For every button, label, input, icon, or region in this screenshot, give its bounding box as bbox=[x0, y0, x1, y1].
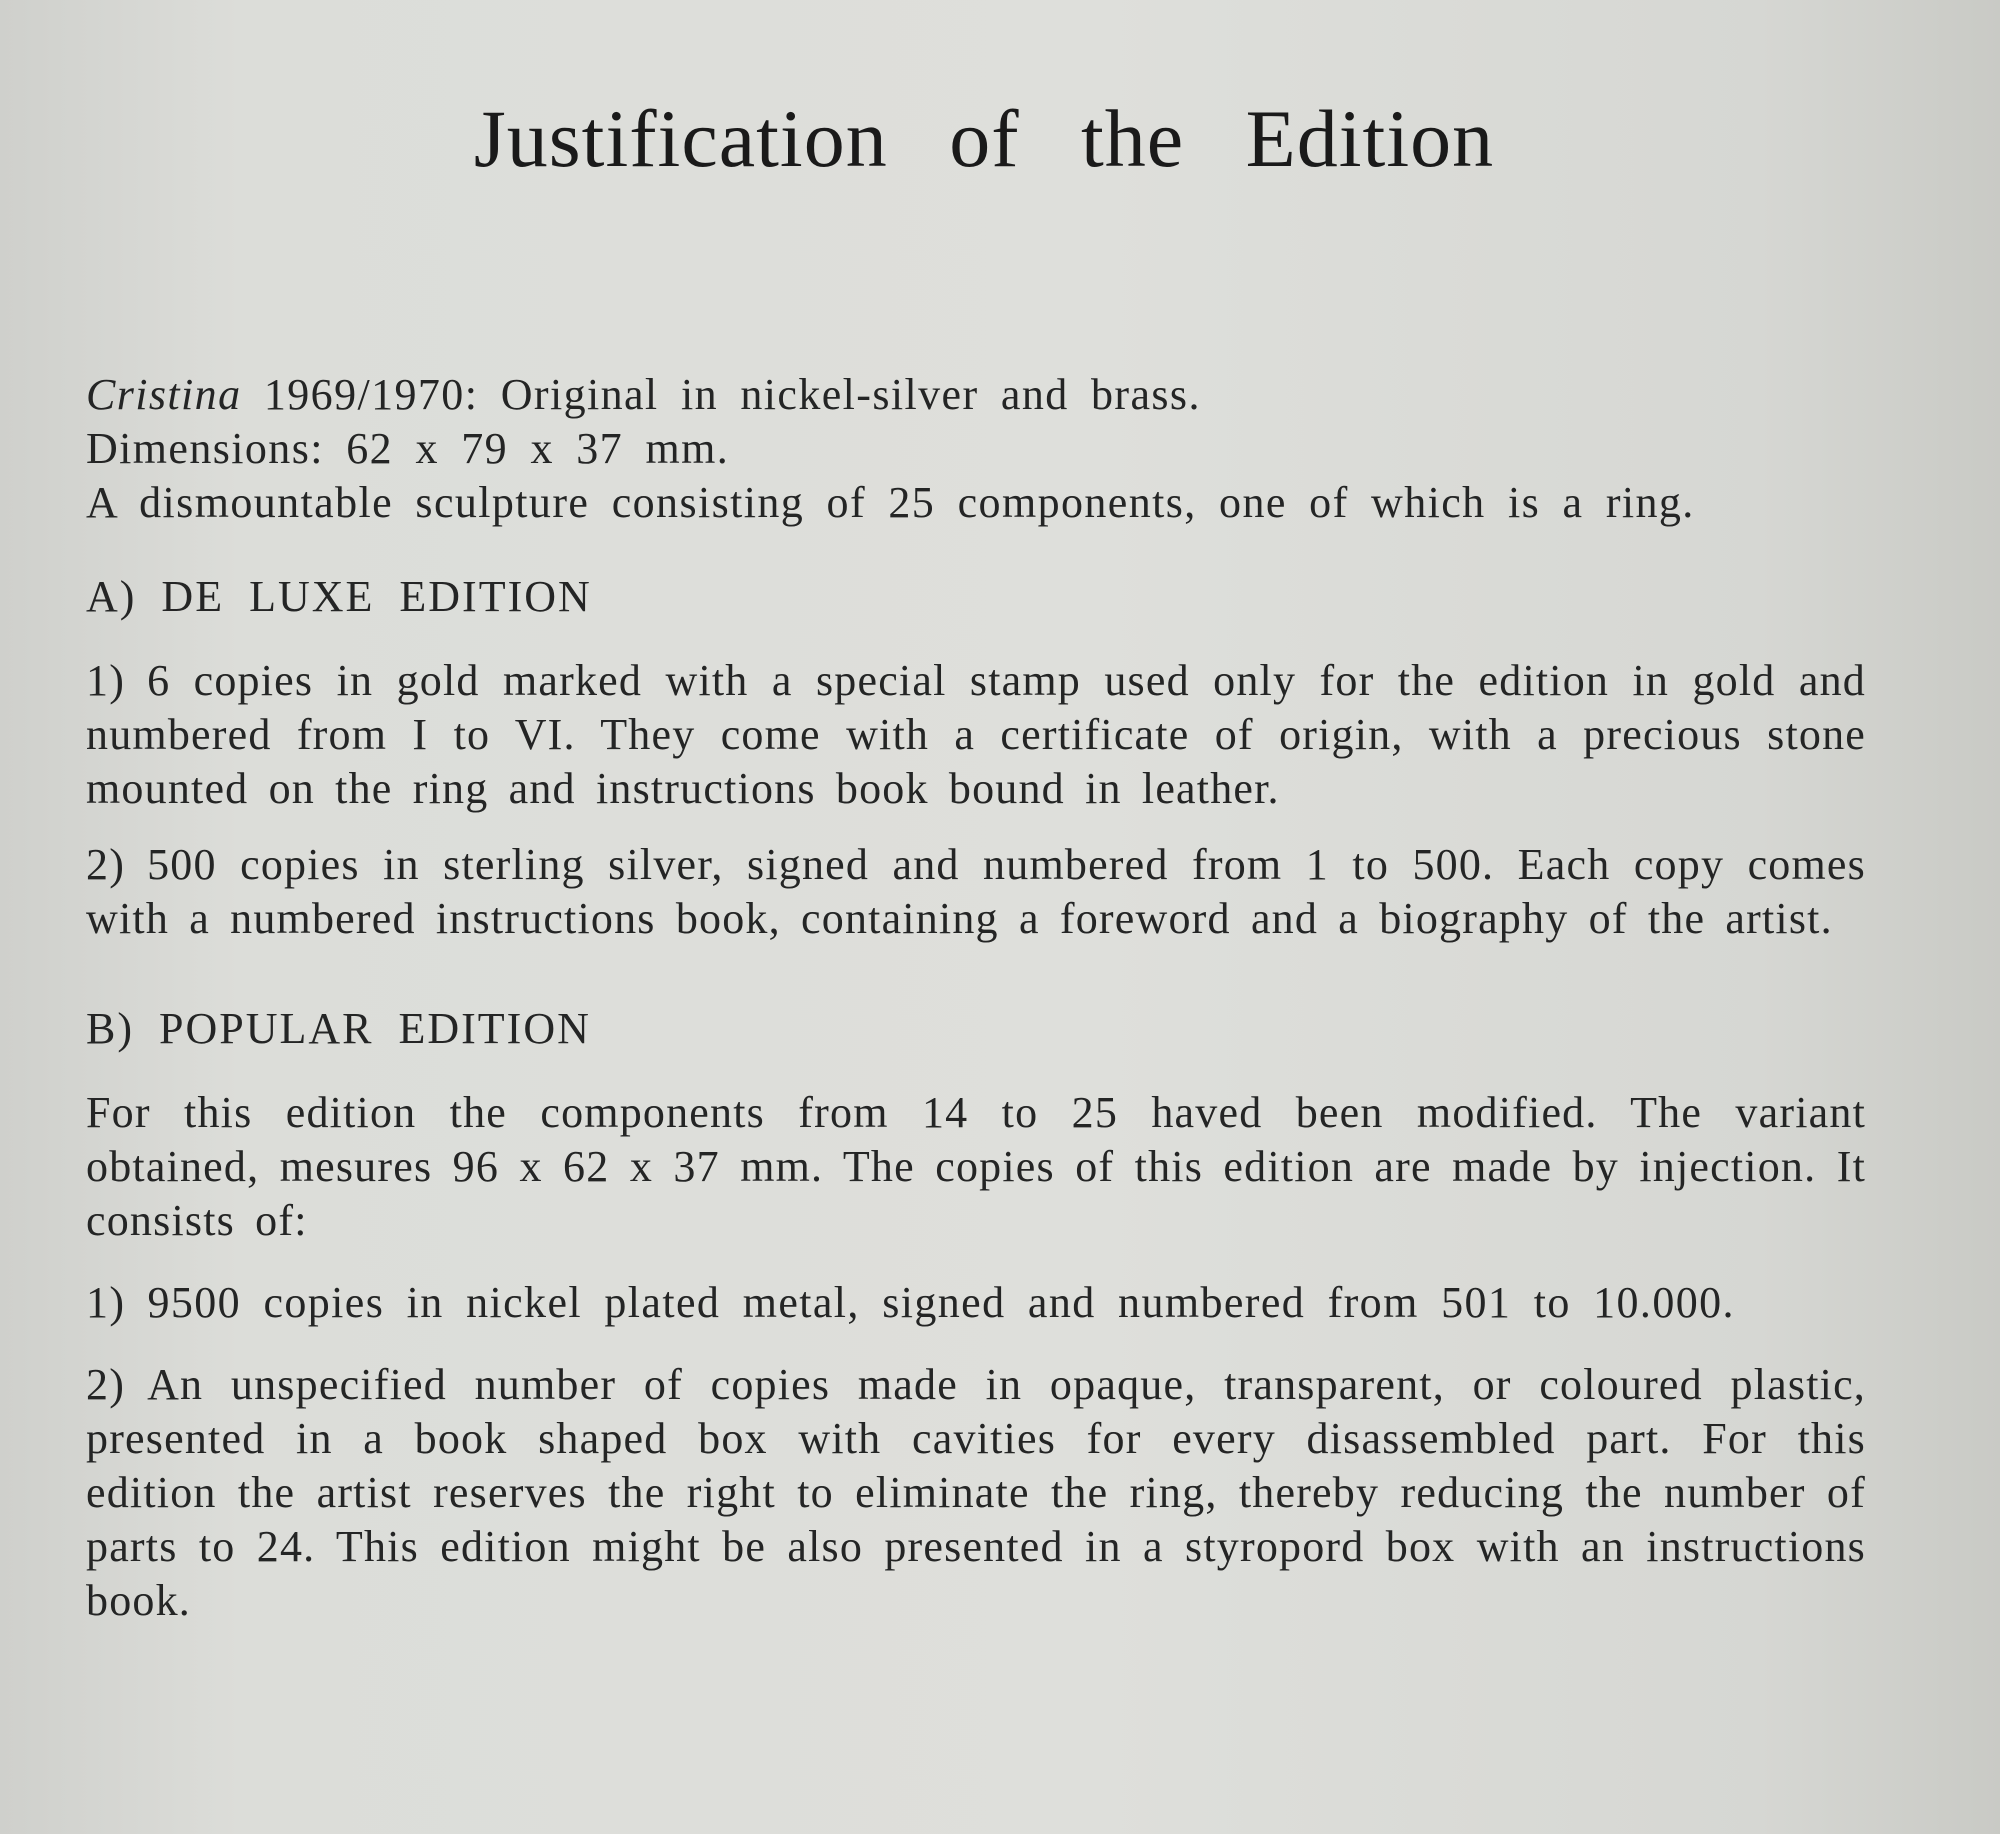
section-b-paragraph: For this edition the components from 14 to 25 haved been modified. The variant obtained, mesures 96 x 62 x 37 mm. The copies of this edition are made by injection. It consists of: bbox=[86, 1088, 1866, 1245]
document-body bbox=[86, 368, 1866, 1628]
item-text: 500 copies in sterling silver, signed and numbered from 1 to 500. Each copy comes with a numbered instructions book, containing a foreword and a biography of the artist. bbox=[86, 840, 1866, 943]
work-name: Cristina bbox=[86, 370, 242, 419]
intro-line-1-text: 1969/1970: Original in nickel-silver and brass. bbox=[263, 370, 1201, 419]
section-a-item-1 bbox=[86, 654, 1866, 816]
intro-line-1 bbox=[86, 368, 1866, 422]
intro-line-2: Dimensions: 62 x 79 x 37 mm. bbox=[86, 424, 730, 473]
intro-line-3: A dismountable sculpture consisting of 25 components, one of which is a ring. bbox=[86, 478, 1695, 527]
page-title: Justification of the Edition bbox=[473, 93, 1495, 184]
item-text: An unspecified number of copies made in opaque, transparent, or coloured plastic, presented in a book shaped box with cavities for every disassembled part. For this edition the artist reserves the right to eliminate the ring, thereby reducing the number of parts to 24. This edition might be also presented in a styropord box with an instructions book. bbox=[86, 1360, 1866, 1625]
item-number: 2) bbox=[86, 840, 126, 889]
item-number: 1) bbox=[86, 1278, 126, 1327]
section-a-item-2 bbox=[86, 838, 1866, 946]
item-text: 6 copies in gold marked with a special stamp used only for the edition in gold and numbered from I to VI. They come with a certificate of origin, with a precious stone mounted on the ring and instructions book bound in leather. bbox=[86, 656, 1866, 813]
item-number: 2) bbox=[86, 1360, 126, 1409]
section-a-heading: A) DE LUXE EDITION bbox=[86, 572, 592, 621]
section-b-heading: B) POPULAR EDITION bbox=[86, 1004, 591, 1053]
intro-block bbox=[86, 368, 1866, 530]
section-b-item-2 bbox=[86, 1358, 1866, 1628]
section-b-item-1 bbox=[86, 1276, 1866, 1330]
item-text: 9500 copies in nickel plated metal, signed and numbered from 501 to 10.000. bbox=[147, 1278, 1735, 1327]
item-number: 1) bbox=[86, 656, 126, 705]
